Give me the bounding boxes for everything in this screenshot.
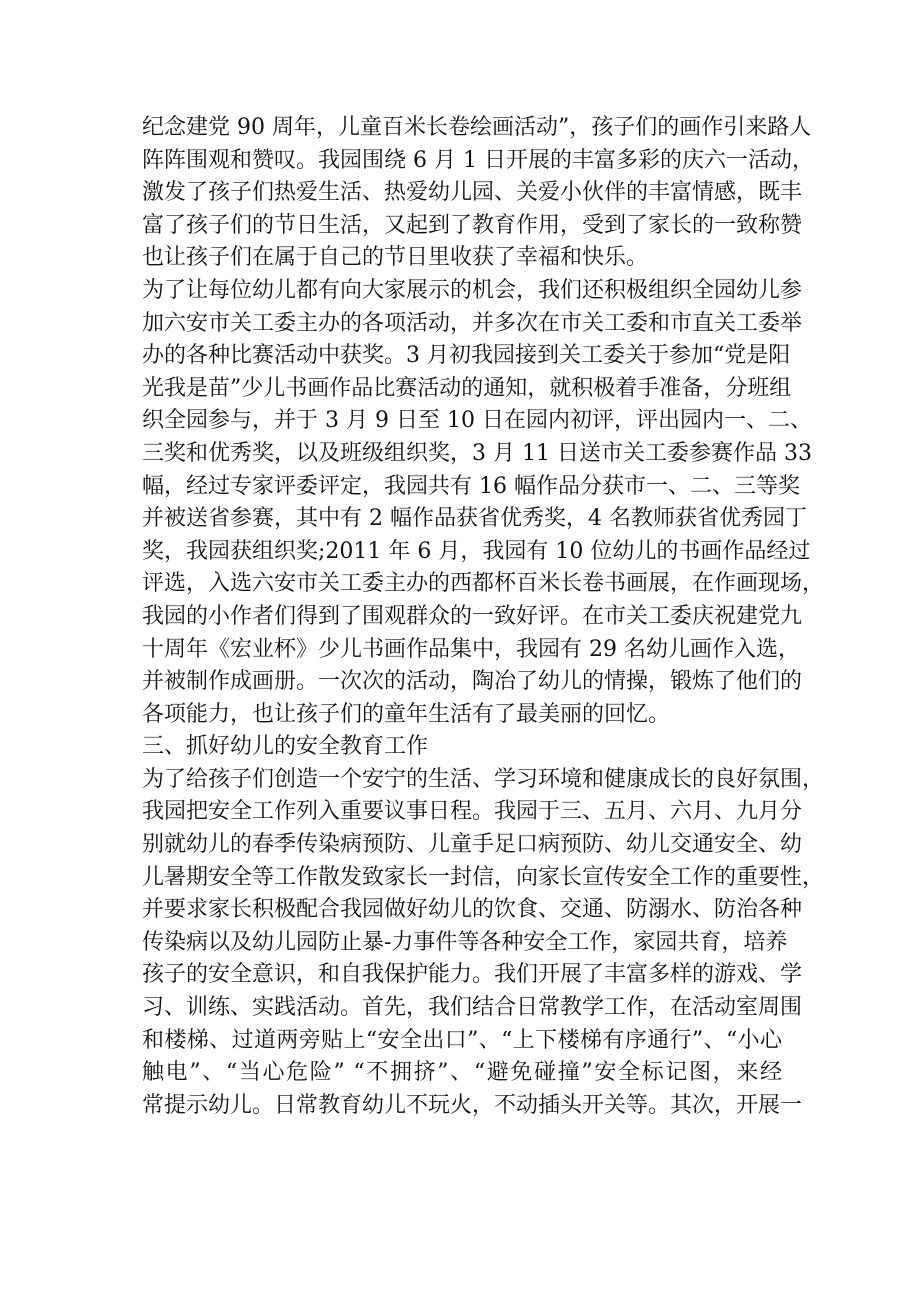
text-line: 也让孩子们在属于自己的节日里收获了幸福和快乐。 [142, 245, 649, 271]
text-line: 加六安市关工委主办的各项活动，并多次在市关工委和市直关工委举 [142, 310, 803, 336]
text-line: 习、训练、实践活动。首先，我们结合日常教学工作，在活动室周围 [142, 995, 803, 1021]
text-line: 孩子的安全意识，和自我保护能力。我们开展了丰富多样的游戏、学 [142, 962, 803, 988]
text-line: 并被制作成画册。一次次的活动，陶冶了幼儿的情操，锻炼了他们的 [142, 669, 803, 695]
text-line: 三奖和优秀奖，以及班级组织奖，3 月 11 日送市关工委参赛作品 33 [142, 440, 812, 466]
body-text [142, 112, 825, 1122]
text-line: 奖，我园获组织奖;2011 年 6 月，我园有 10 位幼儿的书画作品经过 [142, 538, 811, 564]
text-line: 纪念建党 90 周年，儿童百米长卷绘画活动”，孩子们的画作引来路人 [142, 115, 812, 140]
text-line: 并被送省参赛，其中有 2 幅作品获省优秀奖，4 名教师获省优秀园丁 [142, 506, 807, 532]
text-line: 织全园参与，并于 3 月 9 日至 10 日在园内初评，评出园内一、二、 [142, 408, 812, 434]
text-line: 常提示幼儿。日常教育幼儿不玩火，不动插头开关等。其次，开展一 [142, 1092, 803, 1118]
text-line: 为了给孩子们创造一个安宁的生活、学习环境和健康成长的良好氛围， [142, 766, 825, 792]
text-line: 和楼梯、过道两旁贴上“安全出口”、“上下楼梯有序通行”、“小心 [142, 1027, 782, 1053]
text-line: 阵阵围观和赞叹。我园围绕 6 月 1 日开展的丰富多彩的庆六一活动， [142, 147, 814, 173]
section-heading: 三、抓好幼儿的安全教育工作 [142, 734, 429, 760]
text-line: 激发了孩子们热爱生活、热爱幼儿园、关爱小伙伴的丰富情感，既丰 [142, 180, 803, 206]
text-line: 为了让每位幼儿都有向大家展示的机会，我们还积极组织全园幼儿参 [142, 277, 803, 303]
text-line: 我园的小作者们得到了围观群众的一致好评。在市关工委庆祝建党九 [142, 603, 803, 629]
text-line: 别就幼儿的春季传染病预防、儿童手足口病预防、幼儿交通安全、幼 [142, 832, 803, 858]
text-line: 富了孩子们的节日生活，又起到了教育作用，受到了家长的一致称赞 [142, 212, 803, 238]
text-line: 我园把安全工作列入重要议事日程。我园于三、五月、六月、九月分 [142, 799, 803, 825]
text-line: 评选，入选六安市关工委主办的西都杯百米长卷书画展，在作画现场， [142, 571, 825, 597]
text-line: 儿暑期安全等工作散发致家长一封信，向家长宣传安全工作的重要性， [142, 864, 825, 890]
text-line: 幅，经过专家评委评定，我园共有 16 幅作品分获市一、二、三等奖 [142, 473, 800, 499]
text-line: 办的各种比赛活动中获奖。3 月初我园接到关工委关于参加“党是阳 [142, 343, 791, 369]
text-line: 并要求家长积极配合我园做好幼儿的饮食、交通、防溺水、防治各种 [142, 897, 803, 923]
text-line: 十周年《宏业杯》少儿书画作品集中，我园有 29 名幼儿画作入选， [142, 636, 800, 662]
text-line: 触电”、“当心危险” “不拥挤”、“避免碰撞”安全标记图，来经 [142, 1060, 782, 1086]
text-line: 光我是苗”少儿书画作品比赛活动的通知，就积极着手准备，分班组 [142, 375, 792, 401]
text-line: 各项能力，也让孩子们的童年生活有了最美丽的回忆。 [142, 701, 671, 727]
text-line: 传染病以及幼儿园防止暴-力事件等各种安全工作，家园共育，培养 [142, 929, 788, 955]
